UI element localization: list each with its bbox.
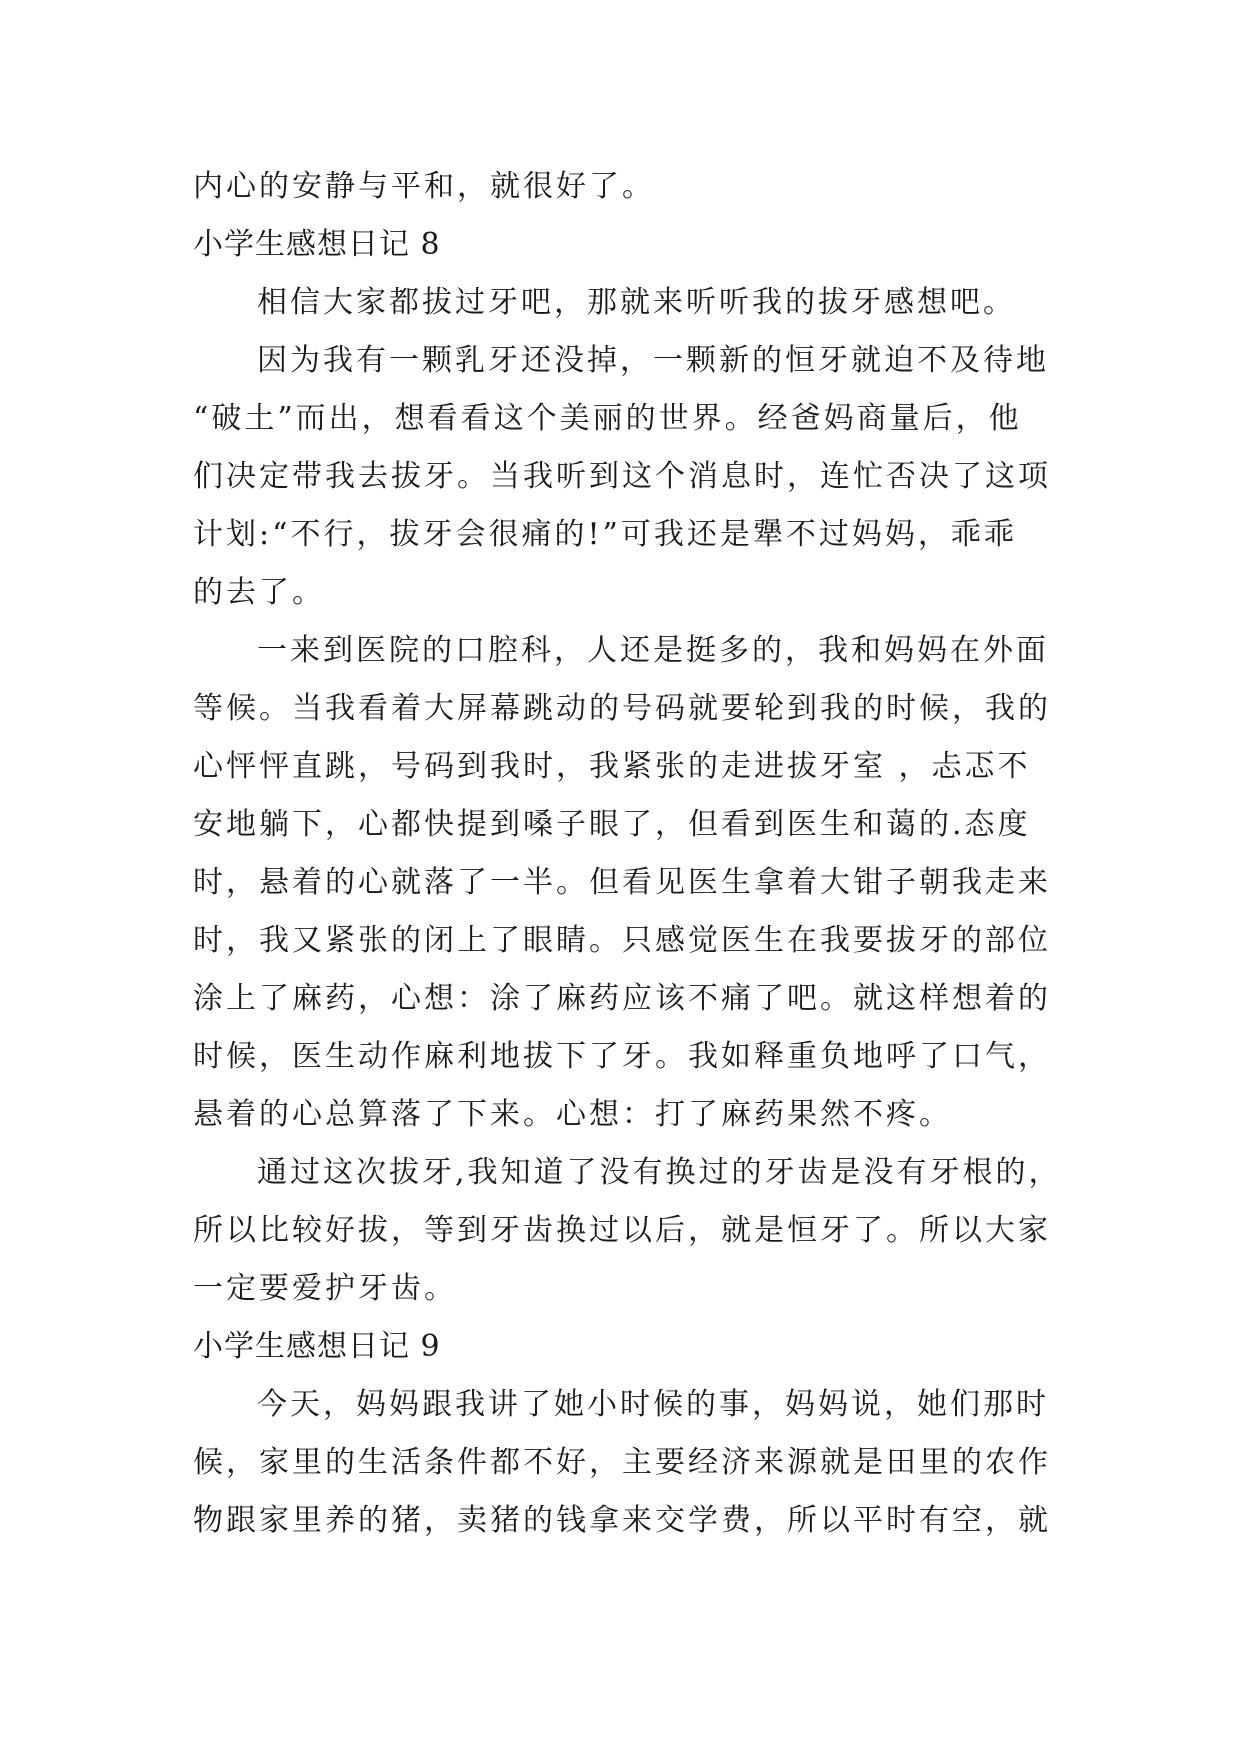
text-line: 等候。当我看着大屏幕跳动的号码就要轮到我的时候，我的 — [193, 691, 1051, 726]
text-line: 一定要爱护牙齿。 — [193, 1271, 457, 1306]
text-line: 们决定带我去拔牙。当我听到这个消息时，连忙否决了这项 — [193, 459, 1051, 494]
text-line: “破土”而出，想看看这个美丽的世界。经爸妈商量后，他 — [193, 401, 1022, 436]
section-heading: 小学生感想日记 9 — [193, 1329, 441, 1364]
text-line: 时，我又紧张的闭上了眼睛。只感觉医生在我要拔牙的部位 — [193, 923, 1051, 958]
document-page — [193, 158, 1062, 1550]
text-line: 悬着的心总算落了下来。心想：打了麻药果然不疼。 — [193, 1097, 952, 1132]
text-line: 相信大家都拔过牙吧，那就来听听我的拔牙感想吧。 — [257, 285, 1016, 320]
text-line: 候，家里的生活条件都不好，主要经济来源就是田里的农作 — [193, 1445, 1051, 1480]
section-heading: 小学生感想日记 8 — [193, 227, 441, 262]
text-line: 安地躺下，心都快提到嗓子眼了，但看到医生和蔼的.态度 — [193, 807, 1031, 842]
text-line: 时候，医生动作麻利地拔下了牙。我如释重负地呼了口气， — [193, 1039, 1051, 1074]
text-line: 物跟家里养的猪，卖猪的钱拿来交学费，所以平时有空，就 — [193, 1503, 1051, 1538]
text-line: 内心的安静与平和，就很好了。 — [193, 169, 655, 204]
text-line: 心怦怦直跳，号码到我时，我紧张的走进拔牙室 ，忐忑不 — [193, 749, 1031, 784]
text-line: 所以比较好拔，等到牙齿换过以后，就是恒牙了。所以大家 — [193, 1213, 1051, 1248]
text-line: 计划:“不行，拔牙会很痛的!”可我还是犟不过妈妈，乖乖 — [193, 517, 1017, 552]
text-line: 时，悬着的心就落了一半。但看见医生拿着大钳子朝我走来 — [193, 865, 1051, 900]
text-line: 因为我有一颗乳牙还没掉，一颗新的恒牙就迫不及待地 — [257, 343, 1049, 378]
text-line: 涂上了麻药，心想：涂了麻药应该不痛了吧。就这样想着的 — [193, 981, 1051, 1016]
text-line: 一来到医院的口腔科，人还是挺多的，我和妈妈在外面 — [257, 633, 1049, 668]
text-line: 通过这次拔牙,我知道了没有换过的牙齿是没有牙根的， — [257, 1155, 1062, 1190]
text-line: 今天，妈妈跟我讲了她小时候的事，妈妈说，她们那时 — [257, 1387, 1049, 1422]
text-line: 的去了。 — [193, 575, 325, 610]
